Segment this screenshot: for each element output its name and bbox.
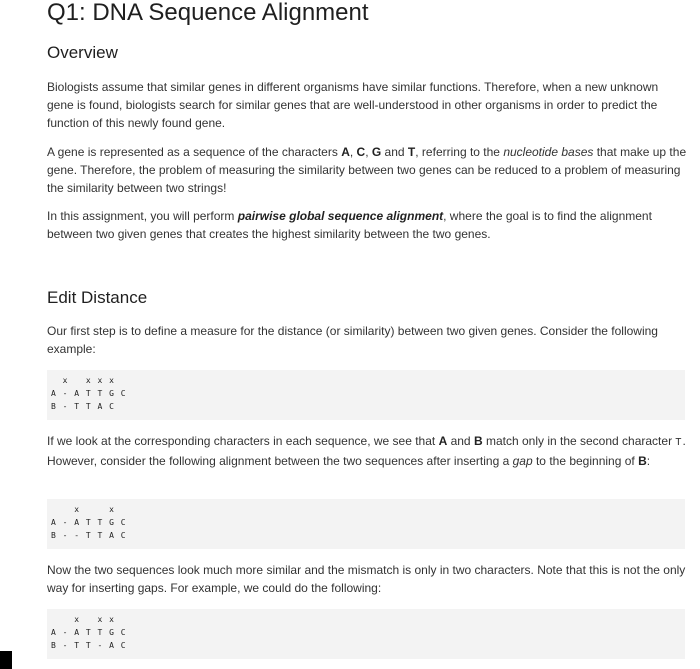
code-sequence-b: B - - T T A C bbox=[51, 531, 127, 540]
edit-distance-paragraph-3: Now the two sequences look much more similar and the mismatch is only in two characters. Note that this is not the only way for inserting gaps. For example, we could do the following: bbox=[47, 563, 686, 595]
edit-distance-heading: Edit Distance bbox=[47, 288, 148, 307]
code-sequence-b: B - T T A C bbox=[51, 402, 115, 411]
overview-paragraph-3: In this assignment, you will perform pairwise global sequence alignment, where the goal is to find the alignment between two given genes that creates the highest similarity between the two genes. bbox=[47, 209, 652, 241]
code-mismatch-marks: x x x x bbox=[51, 376, 115, 385]
code-block-alignment-1 bbox=[47, 370, 685, 420]
page-title: Q1: DNA Sequence Alignment bbox=[47, 0, 369, 26]
code-mismatch-marks: x x x bbox=[51, 615, 115, 624]
overview-paragraph-2: A gene is represented as a sequence of the characters A, C, G and T, referring to the nucleotide bases that make up the gene. Therefore, the problem of measuring the similarity between two genes can be reduced to a problem of measuring the similarity between two strings! bbox=[47, 145, 687, 195]
code-sequence-b: B - T T - A C bbox=[51, 641, 127, 650]
code-block-alignment-3 bbox=[47, 609, 685, 659]
edit-distance-paragraph-2: If we look at the corresponding characters in each sequence, we see that A and B match only in the second character T. However, consider the following alignment between the two sequences after inserting a gap to the beginning of B: bbox=[47, 434, 686, 468]
overview-heading: Overview bbox=[47, 43, 118, 62]
code-sequence-a: A - A T T G C bbox=[51, 389, 127, 398]
edit-distance-paragraph-1: Our first step is to define a measure for the distance (or similarity) between two given genes. Consider the following example: bbox=[47, 324, 658, 356]
code-block-alignment-2 bbox=[47, 499, 685, 549]
corner-marker bbox=[0, 651, 12, 669]
code-sequence-a: A - A T T G C bbox=[51, 518, 127, 527]
overview-paragraph-1: Biologists assume that similar genes in different organisms have similar functions. Therefore, when a new unknown gene is found, biologists search for similar genes that are well-understood in other organisms in order to predict the function of this newly found gene. bbox=[47, 80, 659, 130]
code-mismatch-marks: x x bbox=[51, 505, 115, 514]
code-sequence-a: A - A T T G C bbox=[51, 628, 127, 637]
